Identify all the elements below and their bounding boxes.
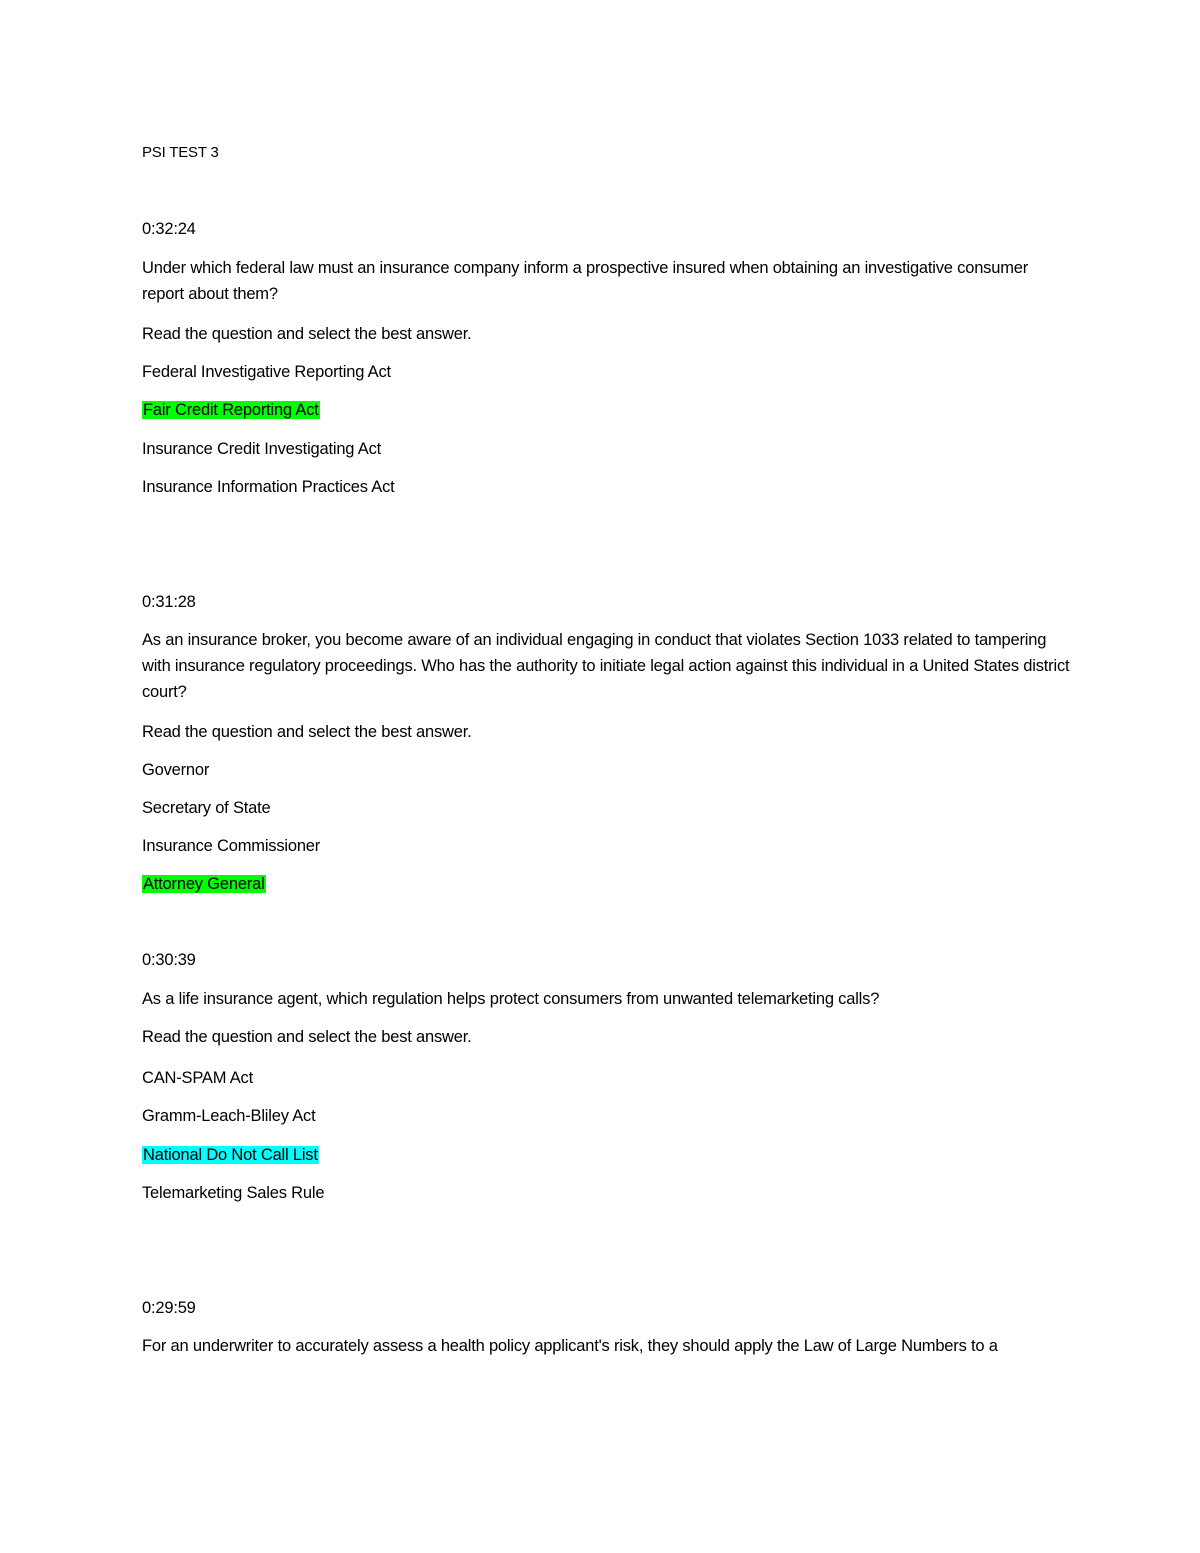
highlighted-answer: Fair Credit Reporting Act [143,401,319,419]
question-2-option-3 [142,833,320,859]
question-2-option-1 [142,757,209,783]
question-1-option-1 [142,359,391,385]
question-3-option-1 [142,1065,253,1091]
option-label: CAN-SPAM Act [142,1069,253,1087]
question-3-instruction: Read the question and select the best answer. [142,1028,472,1046]
question-3-text: As a life insurance agent, which regulation helps protect consumers from unwanted telemarketing calls? [142,990,880,1008]
question-3-timer: 0:30:39 [142,951,196,969]
highlighted-answer: Attorney General [143,875,265,893]
question-2-instruction: Read the question and select the best answer. [142,723,472,741]
option-label: Gramm-Leach-Bliley Act [142,1107,316,1125]
option-label: Insurance Credit Investigating Act [142,440,382,458]
question-1-timer: 0:32:24 [142,220,196,238]
highlighted-answer: National Do Not Call List [143,1146,318,1164]
option-label: Insurance Commissioner [142,837,321,855]
question-1-instruction: Read the question and select the best answer. [142,325,472,343]
question-1-option-3 [142,436,381,462]
question-3-option-3 [142,1142,319,1168]
question-1-option-2 [142,397,320,423]
option-label: Governor [142,761,210,779]
question-2-text: As an insurance broker, you become aware of an individual engaging in conduct that violates Section 1033 related to tampering with insurance regulatory proceedings. Who has the authority to initiate legal action against this individual in a United States district court? [142,631,1070,701]
question-2-option-4 [142,871,266,897]
option-label: Insurance Information Practices Act [142,478,395,496]
option-label: Federal Investigative Reporting Act [142,363,391,381]
question-2-option-2 [142,795,270,821]
question-3-option-2 [142,1103,315,1129]
option-label: Secretary of State [142,799,271,817]
question-2-timer: 0:31:28 [142,593,196,611]
question-4-text: For an underwriter to accurately assess a health policy applicant's risk, they should apply the Law of Large Numbers to a [142,1337,998,1355]
option-label: Telemarketing Sales Rule [142,1184,325,1202]
question-1-option-4 [142,474,395,500]
question-4-timer: 0:29:59 [142,1299,196,1317]
question-1-text: Under which federal law must an insurance company inform a prospective insured when obtaining an investigative consumer report about them? [142,259,1029,303]
question-3-option-4 [142,1180,324,1206]
document-title: PSI TEST 3 [142,144,219,161]
